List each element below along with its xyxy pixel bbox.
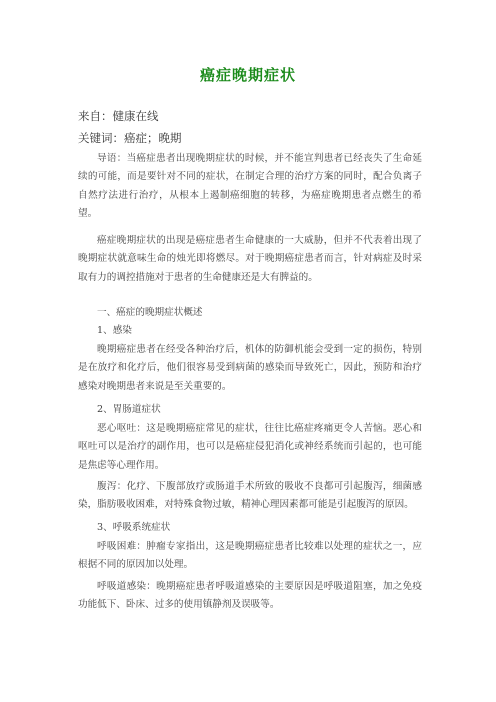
subheading-infection: 1、感染	[97, 325, 132, 336]
threat-paragraph: 癌症晚期症状的出现是癌症患者生命健康的一大威胁，但并不代表着出现了晚期症状就意味生命的烛光即将燃尽。对于晚期癌症患者而言，针对病症及时采取有力的调控措施对于患者的生命健康还是大有脾益的。	[78, 235, 422, 283]
dyspnea-paragraph: 呼吸困难：肿瘤专家指出，这是晚期癌症患者比较难以处理的症状之一，应根据不同的原因加以处理。	[78, 541, 422, 571]
source-line: 来自：健康在线	[78, 109, 159, 123]
diarrhea-paragraph: 腹泻：化疗、下腹部放疗或肠道手术所致的吸收不良都可引起腹泻，细菌感染，脂肪吸收困难，对特殊食物过敏，精神心理因素都可能是引起腹泻的原因。	[78, 481, 422, 511]
nausea-paragraph: 恶心呕吐：这是晚期癌症常见的症状，往往比癌症疼痛更令人苦恼。恶心和呕吐可以是治疗的副作用，也可以是癌症侵犯消化或神经系统而引起的，也可能是焦虑等心理作用。	[78, 423, 422, 471]
infection-paragraph: 晚期癌症患者在经受各种治疗后，机体的防御机能会受到一定的损伤，特别是在放疗和化疗后，他们很容易受到病菌的感染而导致死亡，因此，预防和治疗感染对晚期患者来说是至关重要的。	[78, 344, 422, 392]
subheading-respiratory: 3、呼吸系统症状	[97, 522, 171, 533]
intro-paragraph: 导语：当癌症患者出现晚期症状的时候，并不能宣判患者已经丧失了生命延续的可能，而是要针对不同的症状，在制定合理的治疗方案的同时，配合负离子自然疗法进行治疗，从根本上遏制癌细胞的转移，为癌症晚期患者点燃生的希望。	[78, 153, 422, 220]
document-title: 癌症晚期症状	[199, 66, 296, 84]
section-heading: 一、癌症的晚期症状概述	[97, 307, 203, 318]
respiratory-infection-paragraph: 呼吸道感染：晚期癌症患者呼吸道感染的主要原因是呼吸道阻塞，加之免疫功能低下、卧床、过多的使用镇静剂及误吸等。	[78, 581, 422, 611]
subheading-gastro: 2、胃肠道症状	[97, 404, 161, 415]
keywords-line: 关键词：癌症；晚期	[78, 131, 182, 145]
